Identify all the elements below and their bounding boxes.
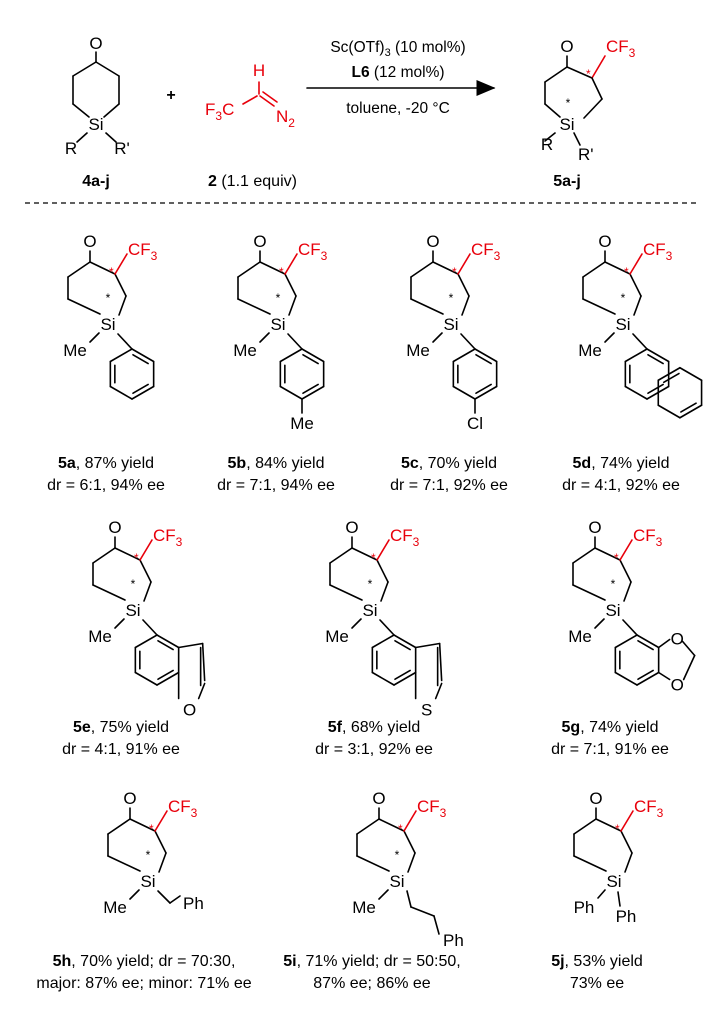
product-si-star: * [275,291,281,305]
product-si-star: * [105,291,111,305]
product-caption-line-1: 5h, 70% yield; dr = 70:30, [52,953,236,970]
product-silicon: Si [125,601,141,620]
product-caption-line-1: 5e, 75% yield [72,719,170,736]
product-si-star: * [610,577,616,591]
product-oxygen: O [123,789,137,808]
product-cf3: $CF_3$ [471,240,501,263]
product-phenethyl-ph: Ph [443,931,464,950]
product-general-red-star: * [586,67,591,81]
product-dioxole-o2: O [670,675,684,695]
reagent-2-label: 2 (1.1 equiv) [208,173,297,190]
product-silicon: Si [443,315,459,334]
product-dioxole-o1: O [670,629,684,649]
product-benzyl-ph: Ph [183,894,204,913]
product-si-phenyl-2: Ph [615,907,637,926]
product-caption-line-1: 5a, 87% yield [57,455,155,472]
product-si-star: * [145,848,151,862]
product-oxygen: O [589,789,603,808]
product-5e [62,518,205,758]
product-5i [283,789,464,992]
product-oxygen: O [108,518,122,537]
diazo-hydrogen: H [252,61,266,80]
product-red-star: * [624,265,629,279]
product-cf3: $CF_3$ [128,240,158,263]
product-cf3: $CF_3$ [634,797,664,820]
catalyst-condition: $Sc(OTf)_3$ (10 mol%) [330,39,466,59]
product-silicon: Si [270,315,286,334]
product-general-silicon: Si [559,115,575,134]
product-cf3: $CF_3$ [643,240,673,263]
product-oxygen: O [83,232,97,251]
product-caption-line-2: dr = 7:1, 94% ee [217,477,335,494]
product-caption-line-1: 5j, 53% yield [551,953,643,970]
product-oxygen: O [345,518,359,537]
diazo-f3c: $F_3C$ [205,100,235,123]
product-oxygen: O [372,789,386,808]
reagent-4-label: 4a-j [82,173,110,190]
product-si-methyl: Me [352,898,376,917]
product-caption-line-1: 5c, 70% yield [400,455,498,472]
product-cf3: $CF_3$ [168,797,198,820]
product-red-star: * [615,822,620,836]
solvent-condition: toluene, -20 °C [346,100,450,117]
product-si-star: * [367,577,373,591]
product-general-cf3: $CF_3$ [606,37,636,60]
product-silicon: Si [362,601,378,620]
product-oxygen: O [588,518,602,537]
product-caption-line-2: dr = 7:1, 91% ee [551,741,669,758]
product-general-si-star: * [565,96,571,110]
product-red-star: * [614,551,619,565]
product-si-star: * [620,291,626,305]
product-caption-line-1: 5g, 74% yield [561,719,659,736]
product-caption-line-2: dr = 7:1, 92% ee [390,477,508,494]
product-5a [47,232,165,494]
product-silicon: Si [100,315,116,334]
product-caption-line-1: 5i, 71% yield; dr = 50:50, [283,953,461,970]
product-oxygen: O [598,232,612,251]
diazo-n2: $N_2$ [276,107,295,130]
reagent-4-r: R [64,139,78,158]
product-heteroatom: O [183,700,197,720]
product-5d [562,232,702,494]
product-si-methyl: Me [88,627,112,646]
product-general-structure [541,37,636,164]
ligand-condition: L6 (12 mol%) [351,64,445,81]
product-silicon: Si [606,872,622,891]
product-caption-line-1: 5b, 84% yield [227,455,325,472]
product-si-methyl: Me [568,627,592,646]
product-5g [551,518,695,758]
product-5c [390,232,508,494]
product-silicon: Si [140,872,156,891]
product-5h [36,789,251,992]
product-general-r-prime: R' [578,145,594,164]
product-red-star: * [134,551,139,565]
product-si-methyl: Me [406,341,430,360]
product-cf3: $CF_3$ [633,526,663,549]
plus-sign: + [166,87,176,104]
product-red-star: * [149,822,154,836]
product-cf3: $CF_3$ [390,526,420,549]
product-red-star: * [279,265,284,279]
product-caption-line-1: 5f, 68% yield [327,719,421,736]
product-si-methyl: Me [325,627,349,646]
product-para-substituent: Me [290,414,314,433]
product-cf3: $CF_3$ [417,797,447,820]
product-general-label: 5a-j [553,173,581,190]
product-si-methyl: Me [103,898,127,917]
product-oxygen: O [253,232,267,251]
product-caption-line-2: 73% ee [569,975,625,992]
product-cf3: $CF_3$ [298,240,328,263]
product-heteroatom: S [420,700,433,720]
product-si-star: * [448,291,454,305]
product-5j [551,789,663,992]
reagent-4-r-prime: R' [114,139,130,158]
product-general-r: R [540,135,554,154]
product-silicon: Si [605,601,621,620]
product-5b [217,232,335,494]
reagent-2-structure [205,61,295,130]
product-caption-line-2: dr = 4:1, 91% ee [62,741,180,758]
product-caption-line-2: major: 87% ee; minor: 71% ee [36,975,252,992]
product-si-star: * [130,577,136,591]
product-red-star: * [398,822,403,836]
product-red-star: * [452,265,457,279]
products-grid [36,232,701,992]
product-general-oxygen: O [560,37,574,56]
product-caption-line-2: 87% ee; 86% ee [313,975,431,992]
product-si-phenyl-1: Ph [573,898,595,917]
product-silicon: Si [389,872,405,891]
product-silicon: Si [615,315,631,334]
product-5f [315,518,442,758]
reagent-4-silicon: Si [88,115,104,134]
product-caption-line-2: dr = 4:1, 92% ee [562,477,680,494]
product-red-star: * [109,265,114,279]
product-si-methyl: Me [63,341,87,360]
product-red-star: * [371,551,376,565]
product-si-star: * [394,848,400,862]
reagent-4-oxygen: O [89,34,103,53]
product-cf3: $CF_3$ [153,526,183,549]
product-caption-line-2: dr = 3:1, 92% ee [315,741,433,758]
product-oxygen: O [426,232,440,251]
product-si-methyl: Me [578,341,602,360]
product-si-methyl: Me [233,341,257,360]
reagent-4-structure [65,34,130,158]
product-caption-line-2: dr = 6:1, 94% ee [47,477,165,494]
product-para-substituent: Cl [466,414,484,433]
product-caption-line-1: 5d, 74% yield [572,455,670,472]
